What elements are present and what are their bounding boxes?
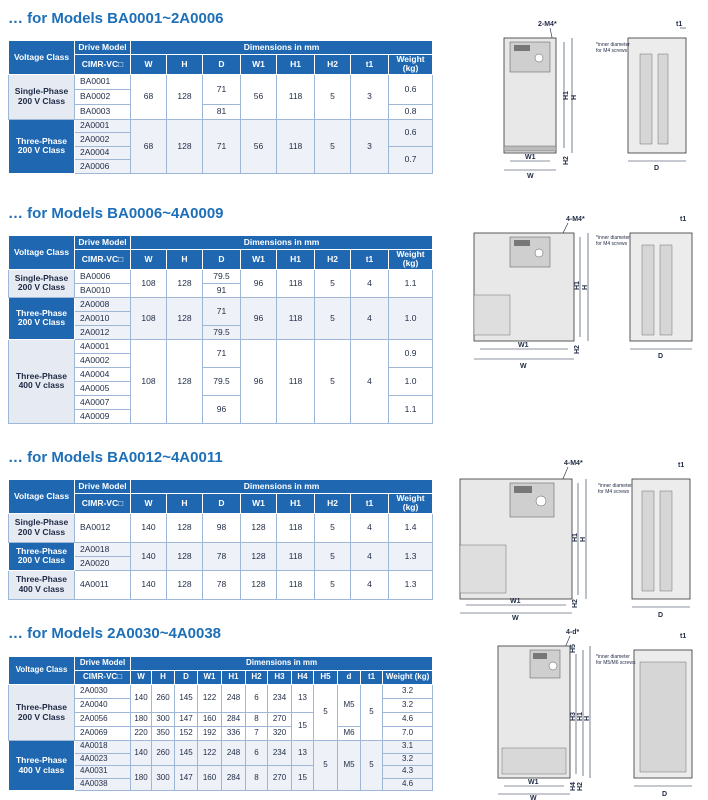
model-cell: 2A0001 bbox=[75, 119, 131, 133]
value-cell: 68 bbox=[131, 74, 167, 119]
header-col: D bbox=[203, 494, 241, 514]
drawing-label: W bbox=[530, 795, 537, 800]
drawing-label: H2 bbox=[577, 782, 584, 791]
model-cell: 2A0020 bbox=[75, 556, 131, 570]
model-cell: BA0012 bbox=[75, 513, 131, 542]
model-cell: 2A0018 bbox=[75, 542, 131, 556]
value-cell: 5 bbox=[314, 741, 338, 791]
value-cell: 96 bbox=[203, 395, 241, 423]
dimension-drawing bbox=[490, 18, 700, 178]
header-col: d bbox=[338, 671, 361, 685]
value-cell: 118 bbox=[277, 542, 315, 570]
value-cell: 248 bbox=[222, 741, 246, 766]
header-col: W1 bbox=[198, 671, 222, 685]
weight-cell: 4.3 bbox=[383, 766, 433, 779]
value-cell: 5 bbox=[315, 74, 351, 119]
header-col: Weight (kg) bbox=[389, 55, 433, 75]
value-cell: 147 bbox=[175, 766, 198, 791]
value-cell: 4 bbox=[351, 339, 389, 423]
header-voltage-class: Voltage Class bbox=[9, 657, 75, 685]
value-cell: 180 bbox=[131, 713, 152, 727]
value-cell: 152 bbox=[175, 727, 198, 741]
weight-cell: 0.6 bbox=[389, 74, 433, 104]
dimensions-table bbox=[8, 656, 433, 791]
voltage-class-cell: Three-Phase 200 V Class bbox=[9, 685, 75, 741]
value-cell: 128 bbox=[167, 542, 203, 570]
drawing-label: H2 bbox=[563, 156, 570, 165]
section-title: … for Models BA0012~4A0011 bbox=[8, 449, 223, 466]
header-col: H bbox=[167, 494, 203, 514]
value-cell: 78 bbox=[203, 570, 241, 599]
weight-cell: 3.1 bbox=[383, 741, 433, 754]
header-col: H bbox=[167, 55, 203, 75]
screw-note: *inner diameter for M4 screws bbox=[596, 235, 630, 247]
value-cell: 140 bbox=[131, 570, 167, 599]
value-cell: 4 bbox=[351, 269, 389, 297]
header-col: Weight (kg) bbox=[389, 250, 433, 270]
header-dimensions: Dimensions in mm bbox=[131, 480, 433, 494]
value-cell: 260 bbox=[152, 685, 175, 713]
model-cell: 4A0011 bbox=[75, 570, 131, 599]
voltage-class-cell: Single-Phase 200 V Class bbox=[9, 513, 75, 542]
weight-cell: 1.0 bbox=[389, 367, 433, 395]
model-cell: 4A0038 bbox=[75, 778, 131, 791]
value-cell: M5 bbox=[338, 685, 361, 727]
drawing-label: 4-M4* bbox=[566, 216, 585, 223]
value-cell: 118 bbox=[277, 570, 315, 599]
dimension-drawing bbox=[452, 457, 702, 622]
header-drive-model: Drive Model bbox=[75, 657, 131, 671]
drawing-label: H1 bbox=[574, 281, 581, 290]
header-col: W bbox=[131, 494, 167, 514]
model-cell: 4A0009 bbox=[75, 409, 131, 423]
value-cell: 128 bbox=[167, 269, 203, 297]
drawing-label: H1 bbox=[563, 91, 570, 100]
voltage-class-cell: Three-Phase 400 V class bbox=[9, 339, 75, 423]
value-cell: M5 bbox=[338, 741, 361, 791]
value-cell: 108 bbox=[131, 297, 167, 339]
voltage-class-cell: Three-Phase 400 V class bbox=[9, 570, 75, 599]
drawing-label: H2 bbox=[574, 345, 581, 354]
section-ba0012-4a0011 bbox=[0, 443, 708, 622]
value-cell: 5 bbox=[315, 570, 351, 599]
value-cell: 71 bbox=[203, 339, 241, 367]
model-cell: 2A0030 bbox=[75, 685, 131, 699]
value-cell: 15 bbox=[292, 713, 314, 741]
drawing-label: W bbox=[520, 363, 527, 370]
drawing-label: W bbox=[512, 615, 519, 622]
value-cell: 108 bbox=[131, 339, 167, 423]
value-cell: 68 bbox=[131, 119, 167, 173]
drawing-label: H1 bbox=[572, 533, 579, 542]
header-col: H2 bbox=[315, 250, 351, 270]
header-dimensions: Dimensions in mm bbox=[131, 236, 433, 250]
value-cell: 128 bbox=[167, 570, 203, 599]
header-col: H bbox=[167, 250, 203, 270]
header-voltage-class: Voltage Class bbox=[9, 480, 75, 514]
weight-cell: 3.2 bbox=[383, 699, 433, 713]
value-cell: 160 bbox=[198, 713, 222, 727]
value-cell: 284 bbox=[222, 766, 246, 791]
value-cell: 98 bbox=[203, 513, 241, 542]
header-drive-model: Drive Model bbox=[75, 41, 131, 55]
value-cell: 128 bbox=[241, 570, 277, 599]
voltage-class-cell: Single-Phase 200 V Class bbox=[9, 74, 75, 119]
drive-side-view bbox=[628, 38, 686, 153]
header-col: D bbox=[203, 250, 241, 270]
value-cell: 5 bbox=[315, 269, 351, 297]
drawing-label: t1 bbox=[676, 21, 683, 28]
value-cell: 91 bbox=[203, 283, 241, 297]
drawing-label: D bbox=[662, 791, 668, 798]
value-cell: 81 bbox=[203, 104, 241, 119]
value-cell: 122 bbox=[198, 685, 222, 713]
value-cell: 128 bbox=[167, 119, 203, 173]
drawing-label: W1 bbox=[518, 342, 529, 349]
model-cell: BA0003 bbox=[75, 104, 131, 119]
weight-cell: 4.6 bbox=[383, 778, 433, 791]
header-voltage-class: Voltage Class bbox=[9, 236, 75, 270]
header-col: Weight (kg) bbox=[389, 494, 433, 514]
drawing-label: H2 bbox=[572, 599, 579, 608]
value-cell: 5 bbox=[315, 339, 351, 423]
model-cell: 2A0004 bbox=[75, 146, 131, 160]
header-col: D bbox=[203, 55, 241, 75]
value-cell: 147 bbox=[175, 713, 198, 727]
value-cell: 128 bbox=[241, 513, 277, 542]
value-cell: 3 bbox=[351, 119, 389, 173]
value-cell: 234 bbox=[268, 741, 292, 766]
model-cell: 2A0008 bbox=[75, 297, 131, 311]
header-drive-model-sub: CIMR-VC□ bbox=[75, 671, 131, 685]
drawing-label: H bbox=[580, 536, 587, 542]
header-drive-model: Drive Model bbox=[75, 236, 131, 250]
weight-cell: 1.1 bbox=[389, 395, 433, 423]
model-cell: 4A0005 bbox=[75, 381, 131, 395]
value-cell: 145 bbox=[175, 685, 198, 713]
screw-note: *inner diameter for M4 screws bbox=[596, 42, 630, 54]
value-cell: 78 bbox=[203, 542, 241, 570]
drawing-label: W1 bbox=[528, 779, 539, 786]
model-cell: 4A0007 bbox=[75, 395, 131, 409]
value-cell: 13 bbox=[292, 685, 314, 713]
value-cell: 71 bbox=[203, 74, 241, 104]
drawing-label: H1 bbox=[577, 712, 584, 721]
header-col: t1 bbox=[351, 494, 389, 514]
section-ba0001-2a0006 bbox=[0, 0, 708, 190]
drawing-label: t1 bbox=[680, 216, 687, 223]
value-cell: 118 bbox=[277, 297, 315, 339]
screw-note: *inner diameter for M5/M6 screws bbox=[596, 654, 636, 666]
value-cell: 8 bbox=[246, 713, 268, 727]
value-cell: 320 bbox=[268, 727, 292, 741]
model-cell: 4A0001 bbox=[75, 339, 131, 353]
header-drive-model-sub: CIMR-VC□ bbox=[75, 55, 131, 75]
drawing-label: W1 bbox=[510, 598, 521, 605]
value-cell: 260 bbox=[152, 741, 175, 766]
weight-cell: 4.6 bbox=[383, 713, 433, 727]
drawing-label: H bbox=[584, 715, 591, 721]
model-cell: 2A0069 bbox=[75, 727, 131, 741]
value-cell: 128 bbox=[241, 542, 277, 570]
value-cell: 96 bbox=[241, 339, 277, 423]
header-col: H1 bbox=[222, 671, 246, 685]
weight-cell: 1.4 bbox=[389, 513, 433, 542]
header-col: W bbox=[131, 55, 167, 75]
model-cell: 2A0010 bbox=[75, 311, 131, 325]
value-cell: 6 bbox=[246, 685, 268, 713]
value-cell: 180 bbox=[131, 766, 152, 791]
value-cell: 56 bbox=[241, 74, 277, 119]
drawing-label: 4-M4* bbox=[564, 460, 583, 467]
value-cell: 5 bbox=[314, 685, 338, 741]
value-cell: 300 bbox=[152, 713, 175, 727]
weight-cell: 7.0 bbox=[383, 727, 433, 741]
value-cell: 15 bbox=[292, 766, 314, 791]
header-col: H1 bbox=[277, 494, 315, 514]
drawing-label: H5 bbox=[570, 644, 577, 653]
value-cell: 128 bbox=[167, 339, 203, 423]
model-cell: 4A0004 bbox=[75, 367, 131, 381]
value-cell: 300 bbox=[152, 766, 175, 791]
voltage-class-cell: Single-Phase 200 V Class bbox=[9, 269, 75, 297]
voltage-class-cell: Three-Phase 400 V class bbox=[9, 741, 75, 791]
drawing-label: D bbox=[658, 353, 664, 360]
value-cell: 8 bbox=[246, 766, 268, 791]
header-col: t1 bbox=[351, 250, 389, 270]
value-cell: 118 bbox=[277, 269, 315, 297]
value-cell: 284 bbox=[222, 713, 246, 727]
header-dimensions: Dimensions in mm bbox=[131, 657, 433, 671]
header-col: W1 bbox=[241, 55, 277, 75]
value-cell: 13 bbox=[292, 741, 314, 766]
value-cell: 4 bbox=[351, 542, 389, 570]
dimensions-table bbox=[8, 479, 433, 600]
model-cell: BA0010 bbox=[75, 283, 131, 297]
value-cell: 140 bbox=[131, 542, 167, 570]
value-cell: 270 bbox=[268, 766, 292, 791]
section-title: … for Models BA0006~4A0009 bbox=[8, 205, 224, 222]
value-cell: 128 bbox=[167, 297, 203, 339]
value-cell: 122 bbox=[198, 741, 222, 766]
value-cell: 5 bbox=[315, 513, 351, 542]
header-col: t1 bbox=[351, 55, 389, 75]
dimensions-table bbox=[8, 40, 433, 174]
value-cell: 350 bbox=[152, 727, 175, 741]
value-cell: 140 bbox=[131, 741, 152, 766]
section-ba0006-4a0009 bbox=[0, 195, 708, 435]
header-drive-model-sub: CIMR-VC□ bbox=[75, 250, 131, 270]
header-dimensions: Dimensions in mm bbox=[131, 41, 433, 55]
header-col: D bbox=[175, 671, 198, 685]
model-cell: BA0006 bbox=[75, 269, 131, 283]
model-cell: BA0002 bbox=[75, 89, 131, 104]
header-col: H5 bbox=[314, 671, 338, 685]
value-cell: 3 bbox=[351, 74, 389, 119]
screw-note: *inner diameter for M4 screws bbox=[598, 483, 632, 495]
header-drive-model-sub: CIMR-VC□ bbox=[75, 494, 131, 514]
value-cell: 7 bbox=[246, 727, 268, 741]
header-col: W bbox=[131, 671, 152, 685]
header-col: W bbox=[131, 250, 167, 270]
value-cell: 118 bbox=[277, 119, 315, 173]
section-title: … for Models BA0001~2A0006 bbox=[8, 10, 224, 27]
value-cell: 118 bbox=[277, 513, 315, 542]
model-cell: 2A0012 bbox=[75, 325, 131, 339]
drawing-label: W bbox=[527, 173, 534, 180]
voltage-class-cell: Three-Phase 200 V Class bbox=[9, 119, 75, 173]
weight-cell: 1.0 bbox=[389, 297, 433, 339]
value-cell: 71 bbox=[203, 297, 241, 325]
weight-cell: 3.2 bbox=[383, 753, 433, 766]
value-cell: 128 bbox=[167, 513, 203, 542]
value-cell: 79.5 bbox=[203, 325, 241, 339]
drawing-label: t1 bbox=[678, 462, 685, 469]
value-cell: 5 bbox=[315, 542, 351, 570]
dimension-drawing bbox=[490, 628, 702, 800]
value-cell: 4 bbox=[351, 570, 389, 599]
model-cell: 4A0018 bbox=[75, 741, 131, 754]
model-cell: 2A0002 bbox=[75, 133, 131, 147]
model-cell: BA0001 bbox=[75, 74, 131, 89]
value-cell: M6 bbox=[338, 727, 361, 741]
value-cell: 5 bbox=[315, 119, 351, 173]
weight-cell: 0.8 bbox=[389, 104, 433, 119]
weight-cell: 0.6 bbox=[389, 119, 433, 146]
value-cell: 5 bbox=[361, 685, 383, 741]
weight-cell: 0.9 bbox=[389, 339, 433, 367]
value-cell: 128 bbox=[167, 74, 203, 119]
value-cell: 140 bbox=[131, 685, 152, 713]
drawing-label: H bbox=[582, 284, 589, 290]
value-cell: 248 bbox=[222, 685, 246, 713]
value-cell: 5 bbox=[315, 297, 351, 339]
model-cell: 2A0006 bbox=[75, 160, 131, 174]
drawing-label: D bbox=[654, 165, 660, 172]
model-cell: 2A0040 bbox=[75, 699, 131, 713]
header-col: H3 bbox=[268, 671, 292, 685]
section-2a0030-4a0038 bbox=[0, 620, 708, 800]
header-col: Weight (kg) bbox=[383, 671, 433, 685]
value-cell: 145 bbox=[175, 741, 198, 766]
value-cell: 140 bbox=[131, 513, 167, 542]
header-col: H2 bbox=[315, 55, 351, 75]
dimension-drawing bbox=[466, 215, 702, 375]
header-col: H2 bbox=[246, 671, 268, 685]
value-cell: 192 bbox=[198, 727, 222, 741]
value-cell: 234 bbox=[268, 685, 292, 713]
value-cell: 5 bbox=[361, 741, 383, 791]
header-col: H1 bbox=[277, 250, 315, 270]
model-cell: 2A0056 bbox=[75, 713, 131, 727]
drawing-label: t1 bbox=[680, 633, 687, 640]
header-col: H bbox=[152, 671, 175, 685]
header-drive-model: Drive Model bbox=[75, 480, 131, 494]
drawing-label: H bbox=[571, 94, 578, 100]
dimensions-table bbox=[8, 235, 433, 424]
drawing-label: 4-d* bbox=[566, 629, 580, 636]
drawing-label: W1 bbox=[525, 154, 536, 161]
voltage-class-cell: Three-Phase 200 V Class bbox=[9, 542, 75, 570]
value-cell: 79.5 bbox=[203, 269, 241, 283]
value-cell: 6 bbox=[246, 741, 268, 766]
header-col: W1 bbox=[241, 250, 277, 270]
header-col: W1 bbox=[241, 494, 277, 514]
header-voltage-class: Voltage Class bbox=[9, 41, 75, 75]
header-col: H2 bbox=[315, 494, 351, 514]
value-cell: 56 bbox=[241, 119, 277, 173]
weight-cell: 1.3 bbox=[389, 542, 433, 570]
value-cell: 108 bbox=[131, 269, 167, 297]
header-col: t1 bbox=[361, 671, 383, 685]
drawing-label: H3 bbox=[570, 712, 577, 721]
value-cell: 118 bbox=[277, 339, 315, 423]
weight-cell: 1.1 bbox=[389, 269, 433, 297]
section-title: … for Models 2A0030~4A0038 bbox=[8, 625, 222, 642]
voltage-class-cell: Three-Phase 200 V Class bbox=[9, 297, 75, 339]
value-cell: 79.5 bbox=[203, 367, 241, 395]
weight-cell: 3.2 bbox=[383, 685, 433, 699]
weight-cell: 0.7 bbox=[389, 146, 433, 173]
value-cell: 220 bbox=[131, 727, 152, 741]
value-cell: 71 bbox=[203, 119, 241, 173]
model-cell: 4A0023 bbox=[75, 753, 131, 766]
model-cell: 4A0002 bbox=[75, 353, 131, 367]
value-cell: 118 bbox=[277, 74, 315, 119]
header-col: H1 bbox=[277, 55, 315, 75]
model-cell: 4A0031 bbox=[75, 766, 131, 779]
drawing-label: 2-M4* bbox=[538, 21, 557, 28]
weight-cell: 1.3 bbox=[389, 570, 433, 599]
drawing-label: H4 bbox=[570, 782, 577, 791]
value-cell: 4 bbox=[351, 297, 389, 339]
value-cell: 160 bbox=[198, 766, 222, 791]
value-cell: 4 bbox=[351, 513, 389, 542]
value-cell: 96 bbox=[241, 269, 277, 297]
drawing-label: D bbox=[658, 612, 664, 619]
value-cell: 336 bbox=[222, 727, 246, 741]
header-col: H4 bbox=[292, 671, 314, 685]
value-cell: 270 bbox=[268, 713, 292, 727]
value-cell: 96 bbox=[241, 297, 277, 339]
